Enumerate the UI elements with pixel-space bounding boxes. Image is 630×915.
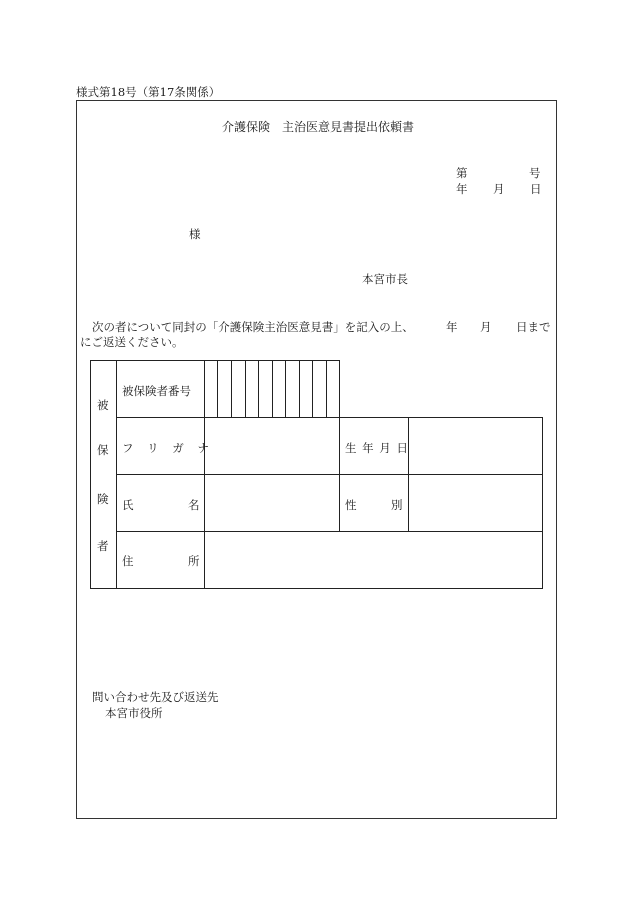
number-box-divider <box>299 360 300 418</box>
date-day: 日 <box>530 182 542 196</box>
side-label-char: 険 <box>97 492 109 506</box>
birthdate-label: 生 年 月 日 <box>345 441 409 455</box>
number-box-divider <box>245 360 246 418</box>
contact-office: 本宮市役所 <box>105 706 163 720</box>
table-border <box>116 531 543 532</box>
table-border <box>339 417 340 532</box>
table-border <box>542 417 543 589</box>
date-year: 年 <box>456 182 468 196</box>
addressee-suffix: 様 <box>189 227 201 241</box>
number-box-divider <box>285 360 286 418</box>
number-box-divider <box>217 360 218 418</box>
number-box-divider <box>272 360 273 418</box>
number-box-divider <box>312 360 313 418</box>
insured-number-label: 被保険者番号 <box>122 384 191 398</box>
request-year: 年 <box>446 320 458 334</box>
number-box-divider <box>258 360 259 418</box>
table-border <box>408 417 409 532</box>
number-box-divider <box>231 360 232 418</box>
table-border <box>116 474 543 475</box>
number-box-divider <box>326 360 327 418</box>
doc-number-prefix: 第 <box>456 166 468 180</box>
furigana-label: フ リ ガ ナ <box>122 441 214 455</box>
table-border <box>90 588 543 589</box>
sex-label-right: 別 <box>391 498 403 512</box>
form-number: 様式第18号（第17条関係） <box>76 85 221 99</box>
request-text-until: 日まで <box>516 320 551 334</box>
table-border <box>90 360 340 361</box>
address-label-right: 所 <box>188 554 200 568</box>
page-title: 介護保険 主治医意見書提出依頼書 <box>222 120 415 134</box>
date-month: 月 <box>493 182 505 196</box>
table-border <box>116 417 543 418</box>
request-text-line2: にご返送ください。 <box>80 335 184 349</box>
contact-heading: 問い合わせ先及び返送先 <box>92 690 219 704</box>
side-label-char: 保 <box>97 443 109 457</box>
doc-number-suffix: 号 <box>529 166 541 180</box>
request-text-line1: 次の者について同封の「介護保険主治医意見書」を記入の上、 <box>92 320 414 334</box>
table-border <box>339 360 340 418</box>
side-label-char: 者 <box>97 539 109 553</box>
request-month: 月 <box>480 320 492 334</box>
name-label-right: 名 <box>188 498 200 512</box>
sex-label-left: 性 <box>345 498 357 512</box>
side-label-char: 被 <box>97 398 109 412</box>
sender: 本宮市長 <box>362 272 408 286</box>
table-border <box>90 360 91 589</box>
address-label-left: 住 <box>122 554 134 568</box>
name-label-left: 氏 <box>122 498 134 512</box>
